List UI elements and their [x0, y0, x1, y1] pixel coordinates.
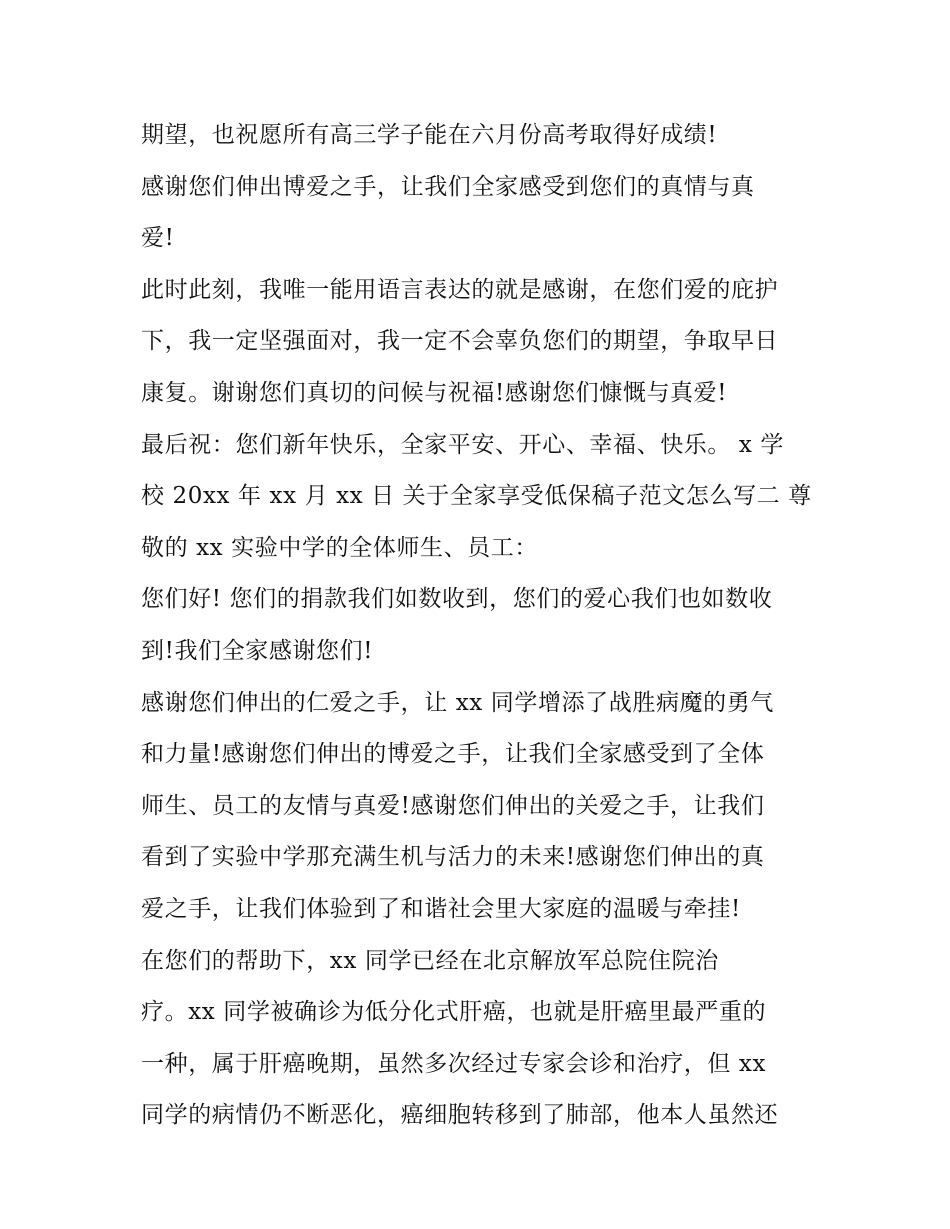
document-body: [141, 110, 821, 1142]
text-line: 到!我们全家感谢您们!: [141, 637, 374, 664]
text-line: 爱之手，让我们体验到了和谐社会里大家庭的温暖与牵挂!: [141, 895, 741, 922]
text-line: 和力量!感谢您们伸出的博爱之手，让我们全家感受到了全体: [141, 741, 765, 768]
text-line: 疗。xx 同学被确诊为低分化式肝癌，也就是肝癌里最严重的: [141, 999, 767, 1026]
text-line: 期望，也祝愿所有高三学子能在六月份高考取得好成绩!: [141, 122, 718, 148]
text-line: 师生、员工的友情与真爱!感谢您们伸出的关爱之手，让我们: [141, 792, 765, 819]
text-line: 在您们的帮助下，xx 同学已经在北京解放军总院住院治: [141, 947, 719, 974]
text-line: 爱!: [141, 225, 175, 252]
text-line: 同学的病情仍不断恶化，癌细胞转移到了肺部，他本人虽然还: [141, 1102, 779, 1129]
text-line: 看到了实验中学那充满生机与活力的未来!感谢您们伸出的真: [141, 844, 765, 871]
text-line: 校 20xx 年 xx 月 xx 日 关于全家享受低保稿子范文怎么写二 尊: [141, 483, 812, 510]
text-line: 下，我一定坚强面对，我一定不会辜负您们的期望，争取早日: [141, 328, 779, 355]
text-line: 感谢您们伸出博爱之手，让我们全家感受到您们的真情与真: [141, 173, 755, 200]
text-line: 此时此刻，我唯一能用语言表达的就是感谢，在您们爱的庇护: [141, 276, 779, 303]
text-line: 康复。谢谢您们真切的问候与祝福!感谢您们慷慨与真爱!: [141, 379, 728, 406]
text-line: 最后祝：您们新年快乐，全家平安、开心、幸福、快乐。 x 学: [141, 431, 784, 458]
text-line: 您们好! 您们的捐款我们如数收到，您们的爱心我们也如数收: [141, 586, 773, 613]
text-line: 感谢您们伸出的仁爱之手，让 xx 同学增添了战胜病魔的勇气: [141, 689, 774, 716]
text-line: 一种，属于肝癌晚期，虽然多次经过专家会诊和治疗，但 xx: [141, 1050, 767, 1077]
text-line: 敬的 xx 实验中学的全体师生、员工：: [141, 534, 538, 561]
